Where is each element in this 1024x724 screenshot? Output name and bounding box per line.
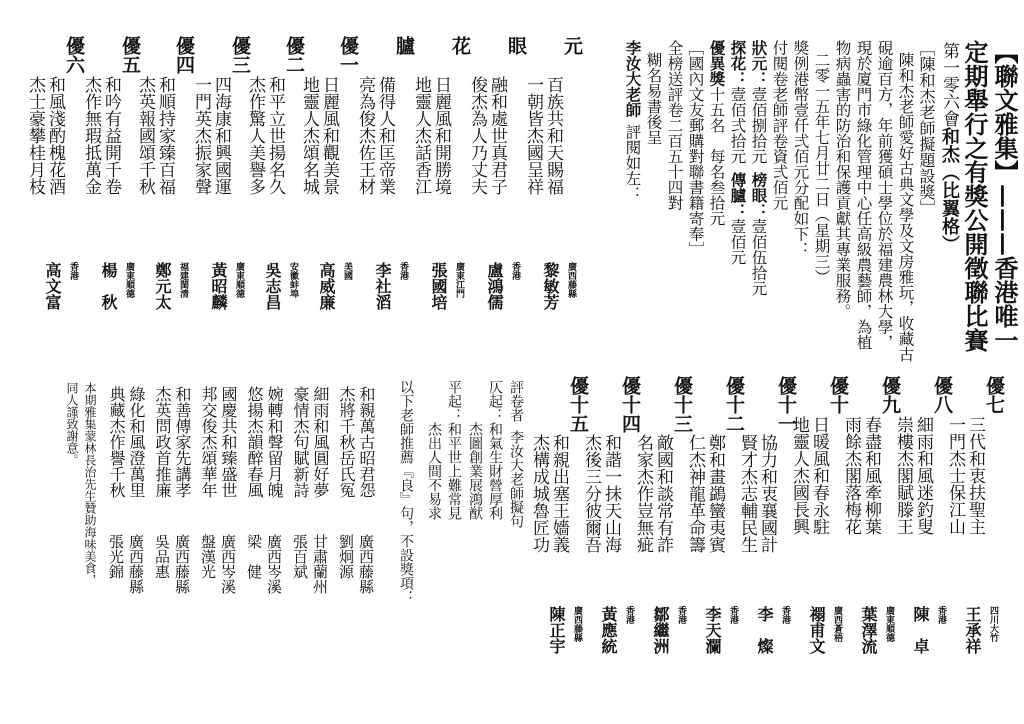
- result-entry: [412, 36, 474, 336]
- rec-line-1: 國慶共和臻盛世: [219, 386, 238, 498]
- result-rank: 優七: [983, 376, 1005, 414]
- result-name: 李 燦: [755, 606, 774, 654]
- result-line-2: 杰作驚人美譽多: [245, 76, 265, 195]
- result-origin: 香港: [398, 262, 408, 280]
- rec-name: 吳品惠: [153, 534, 171, 579]
- fee-line: 付閱卷老師評卷資弍佰元: [770, 40, 789, 211]
- result-origin: 廣西藤縣: [572, 606, 582, 642]
- result-rank: 優十一: [775, 376, 797, 433]
- rec-name: 張光錦: [107, 534, 125, 579]
- rec-line-1: 細雨和風圓好夢: [311, 386, 330, 498]
- ping-label: 平起：: [446, 380, 462, 422]
- result-name: 鄭元太: [153, 262, 172, 310]
- result-line-1: 三代和衷扶聖主: [965, 416, 985, 535]
- result-origin: 廣西蒼梧: [832, 606, 842, 642]
- result-entry: [192, 36, 254, 336]
- result-line-2: 杰英報國頌千秋: [135, 76, 155, 195]
- result-line-2: 地靈人杰國長興: [789, 416, 809, 535]
- prize-2-value: 壹佰伍拾元: [749, 218, 768, 296]
- result-line-1: 日麗風和觀美景: [319, 76, 339, 195]
- result-origin: 香港: [68, 262, 78, 280]
- result-entry: [468, 36, 530, 336]
- rec-name: 劉炯源: [337, 534, 355, 579]
- result-origin: 廣西藤縣: [566, 262, 576, 298]
- result-origin: 香港: [728, 606, 738, 624]
- result-origin: 廣東順德: [234, 262, 244, 298]
- rec-line-1: 和親萬古昭君怨: [357, 386, 376, 498]
- result-entry: [82, 36, 144, 336]
- result-origin: 香港: [780, 606, 790, 624]
- rec-line-2: 典藏杰作譽千秋: [107, 386, 126, 498]
- date-line: 二零一五年七月廿二日（星期三）: [812, 52, 831, 285]
- result-rank: 優一: [337, 36, 359, 74]
- prize-3-value: 壹佰弍拾元: [728, 86, 747, 164]
- result-name: 高文富: [43, 262, 62, 310]
- session-name: 和杰（比翼格）: [939, 127, 960, 253]
- rec-origin: 廣西藤縣: [357, 534, 375, 594]
- result-line-1: 和平立世揚名久: [265, 76, 285, 195]
- judge-name: 李汝大老師: [623, 40, 643, 118]
- result-line-1: 日暖風和春永駐: [809, 416, 829, 535]
- provider-line: ［陳和杰老師擬題設獎］: [917, 40, 936, 216]
- result-origin: 美國: [342, 262, 352, 280]
- ping-line-2: 杰出人間不易求: [426, 422, 442, 520]
- bio-line-2: 硯逾百方，年前獲碩士學位於福建農林大學，: [875, 40, 894, 350]
- result-line-1: 日麗風和開勝境: [431, 76, 451, 195]
- result-rank: 臚: [393, 36, 415, 55]
- ze-label: 仄起：: [487, 380, 503, 422]
- rec-line-1: 和善傳家先講孝: [173, 386, 192, 498]
- result-rank: 優二: [283, 36, 305, 74]
- footer-line-1: 本期雅集蒙林長治先生贊助海味美食，: [83, 382, 97, 586]
- rec-line-1: 綠化和風澄萬里: [127, 386, 146, 498]
- result-rank: 優四: [173, 36, 195, 74]
- bio-line-4: 物病蟲害的防治和保護貢獻其專業服務。: [833, 40, 852, 319]
- result-name: 張國培: [429, 262, 448, 310]
- result-line-1: 協力和衷襄國計: [757, 434, 777, 553]
- prize-5-value: 十五名 每名叁拾元: [707, 86, 726, 226]
- result-rank: 優十: [827, 376, 849, 414]
- result-entry: [300, 36, 362, 336]
- result-rank: 優五: [119, 36, 141, 74]
- rec-origin: 廣西藤縣: [173, 534, 191, 594]
- result-origin: 廣東江門: [454, 262, 464, 298]
- result-origin: 香港: [510, 262, 520, 280]
- prize-1-label: 狀元：: [749, 40, 769, 87]
- result-line-2: 仁杰神龍革命籌: [685, 434, 705, 553]
- result-origin: 廣東順德: [124, 262, 134, 298]
- result-name: 禤甫文: [807, 606, 826, 654]
- rec-origin: 甘肅蘭州: [311, 534, 329, 594]
- result-line-1: 和吟有益開千卷: [101, 76, 121, 195]
- result-rank: 眼: [505, 36, 527, 55]
- rec-line-2: 杰英問政首推廉: [153, 386, 172, 498]
- result-name: 黃應統: [599, 606, 618, 654]
- result-line-2: 名家杰作豈無疵: [633, 434, 653, 553]
- result-entry: [246, 36, 308, 336]
- result-line-1: 敵國和談常有詐: [653, 434, 673, 553]
- result-name: 李社滔: [373, 262, 392, 310]
- result-entry: [136, 36, 198, 336]
- result-line-1: 百族共和天賜福: [543, 76, 563, 195]
- ping-line-1: [447, 380, 461, 520]
- result-name: 盧鴻儒: [485, 262, 504, 310]
- result-line-2: 地靈人杰話香江: [411, 76, 431, 195]
- anon-line: 糊名易書後呈: [644, 52, 663, 145]
- result-origin: 香港: [676, 606, 686, 624]
- rec-line-2: 豪情杰句賦新詩: [291, 386, 310, 498]
- result-origin: 香港: [936, 606, 946, 624]
- result-rank: 優十四: [619, 376, 641, 433]
- rec-origin: 廣西岑溪: [265, 534, 283, 594]
- ze-line-1: [488, 380, 502, 520]
- result-line-2: 杰後三分彼爾吾: [581, 434, 601, 553]
- bio-line-1: 陳和杰老師愛好古典文學及文房雅玩，收藏古: [896, 52, 915, 362]
- result-line-1: 融和處世真君子: [487, 76, 507, 195]
- result-name: 陳 卓: [911, 606, 930, 654]
- judge-suffix: 評閱如左：: [623, 123, 642, 201]
- result-line-2: 杰士豪攀桂月枝: [25, 76, 45, 195]
- judge-section-name: 李汝大老師擬句: [508, 430, 524, 528]
- ze-line-2: 杰圖創業展鴻猷: [467, 422, 483, 520]
- judge-line: [624, 40, 641, 201]
- title-line-1: 【聯文雅集】———香港唯一: [990, 40, 1019, 352]
- ping-text-1: 和平世上難常見: [446, 422, 462, 520]
- result-line-2: 崇樓杰閣賦滕王: [893, 416, 913, 535]
- session-info: [940, 42, 958, 253]
- prize-line: 獎例港幣壹仟弍佰元分配如下：: [791, 40, 810, 257]
- result-line-2: 亮為俊杰佐王材: [355, 76, 375, 195]
- rec-line-2: 悠揚杰韻醉春風: [245, 386, 264, 498]
- prize-3-label: 探花：: [728, 40, 748, 87]
- rec-line-1: 婉轉和聲留月魄: [265, 386, 284, 498]
- rec-name: 梁 健: [245, 534, 263, 579]
- prize-2-label: 榜眼：: [749, 172, 769, 219]
- result-rank: 優八: [931, 376, 953, 414]
- rec-name: 盤漢光: [199, 534, 217, 579]
- result-line-2: 雨餘杰閣落梅花: [841, 416, 861, 535]
- title-line-2: 定期舉行之有獎公開徵聯比賽: [960, 40, 989, 352]
- result-rank: 優十五: [567, 376, 589, 433]
- result-rank: 元: [561, 36, 583, 55]
- judge-label-text: 評卷者: [508, 380, 524, 422]
- result-origin: 安徽蚌埠: [288, 262, 298, 298]
- result-origin: 四川大竹: [988, 606, 998, 642]
- result-rank: 優十二: [723, 376, 745, 433]
- ze-text-1: 和氣生財營厚利: [487, 422, 503, 520]
- result-name: 陳正宇: [547, 606, 566, 654]
- result-origin: 香港: [624, 606, 634, 624]
- rec-name: 張百斌: [291, 534, 309, 579]
- result-line-2: 一朝皆杰國呈祥: [523, 76, 543, 195]
- rec-origin: 廣西岑溪: [219, 534, 237, 594]
- result-line-1: 細雨和風迷釣叟: [913, 416, 933, 535]
- judge-label: [509, 380, 523, 528]
- result-name: 高威廉: [317, 262, 336, 310]
- prize-4-value: 壹佰元: [728, 218, 747, 265]
- recommendation-item: [96, 386, 156, 666]
- result-line-1: 春盡和風牽柳葉: [861, 416, 881, 535]
- result-line-2: 一門英杰振家聲: [191, 76, 211, 195]
- result-line-1: 和順持家臻百福: [155, 76, 175, 195]
- rec-line-2: 邦交俊杰頌華年: [199, 386, 218, 498]
- prize-5-label: 優異獎: [707, 40, 727, 87]
- result-entry: [524, 36, 586, 336]
- result-name: 楊 秋: [99, 262, 118, 310]
- result-line-1: 和親出塞王嬙義: [549, 434, 569, 553]
- prize-3-4: [729, 40, 746, 265]
- result-line-1: 四海康和興國運: [211, 76, 231, 195]
- footer-line-2: 同人謹致謝意。: [65, 382, 79, 466]
- rec-line-2: 杰將千秋岳氏冤: [337, 386, 356, 498]
- result-line-2: 俊杰為人乃丈夫: [467, 76, 487, 195]
- result-line-2: 地靈人杰頌名城: [299, 76, 319, 195]
- result-name: 黃昭麟: [209, 262, 228, 310]
- rec-origin: 廣西藤縣: [127, 534, 145, 594]
- result-origin: 福建閩清: [178, 262, 188, 298]
- result-name: 鄒繼洲: [651, 606, 670, 654]
- result-name: 吳志昌: [263, 262, 282, 310]
- result-rank: 優九: [879, 376, 901, 414]
- result-line-1: 和風淺酌槐花酒: [45, 76, 65, 195]
- entries-line: 全榜送評卷二百五十四對: [665, 40, 684, 211]
- result-line-1: 和諧一抹天山海: [601, 434, 621, 553]
- result-rank: 優三: [229, 36, 251, 74]
- result-name: 李天瀾: [703, 606, 722, 654]
- result-rank: 優十三: [671, 376, 693, 433]
- session-prefix: 第一零六會: [939, 42, 959, 127]
- result-name: 葉澤流: [859, 606, 878, 654]
- result-line-1: 鄭和畫鷁蠻夷賓: [705, 434, 725, 553]
- result-rank: 優六: [63, 36, 85, 74]
- result-entry: [26, 36, 88, 336]
- prize-4-label: 傳臚：: [728, 172, 748, 219]
- result-entry: [530, 376, 592, 696]
- result-line-1: 備得人和匡帝業: [375, 76, 395, 195]
- result-name: 黎敏芳: [541, 262, 560, 310]
- result-origin: 廣東順德: [884, 606, 894, 642]
- prize-1-2: [750, 40, 767, 296]
- result-line-2: 賢才杰志輔民生: [737, 434, 757, 553]
- bio-line-3: 現於廈門市綠化管理中心任高級農藝師，為植: [854, 40, 873, 350]
- result-entry: [356, 36, 418, 336]
- prize-5: [708, 40, 725, 226]
- recommendations-heading: 以下老師推薦『良』句，不設獎項：: [398, 380, 414, 604]
- result-rank: 花: [449, 36, 471, 55]
- result-line-2: 杰構成城魯匠功: [529, 434, 549, 553]
- result-name: 王承祥: [963, 606, 982, 654]
- result-line-2: 一門杰士保江山: [945, 416, 965, 535]
- result-line-2: 杰作無瑕抵萬金: [81, 76, 101, 195]
- prize-1-value: 壹佰捌拾元: [749, 86, 768, 164]
- prize-6: ［國內文友郵購對聯書籍寄奉］: [686, 40, 705, 257]
